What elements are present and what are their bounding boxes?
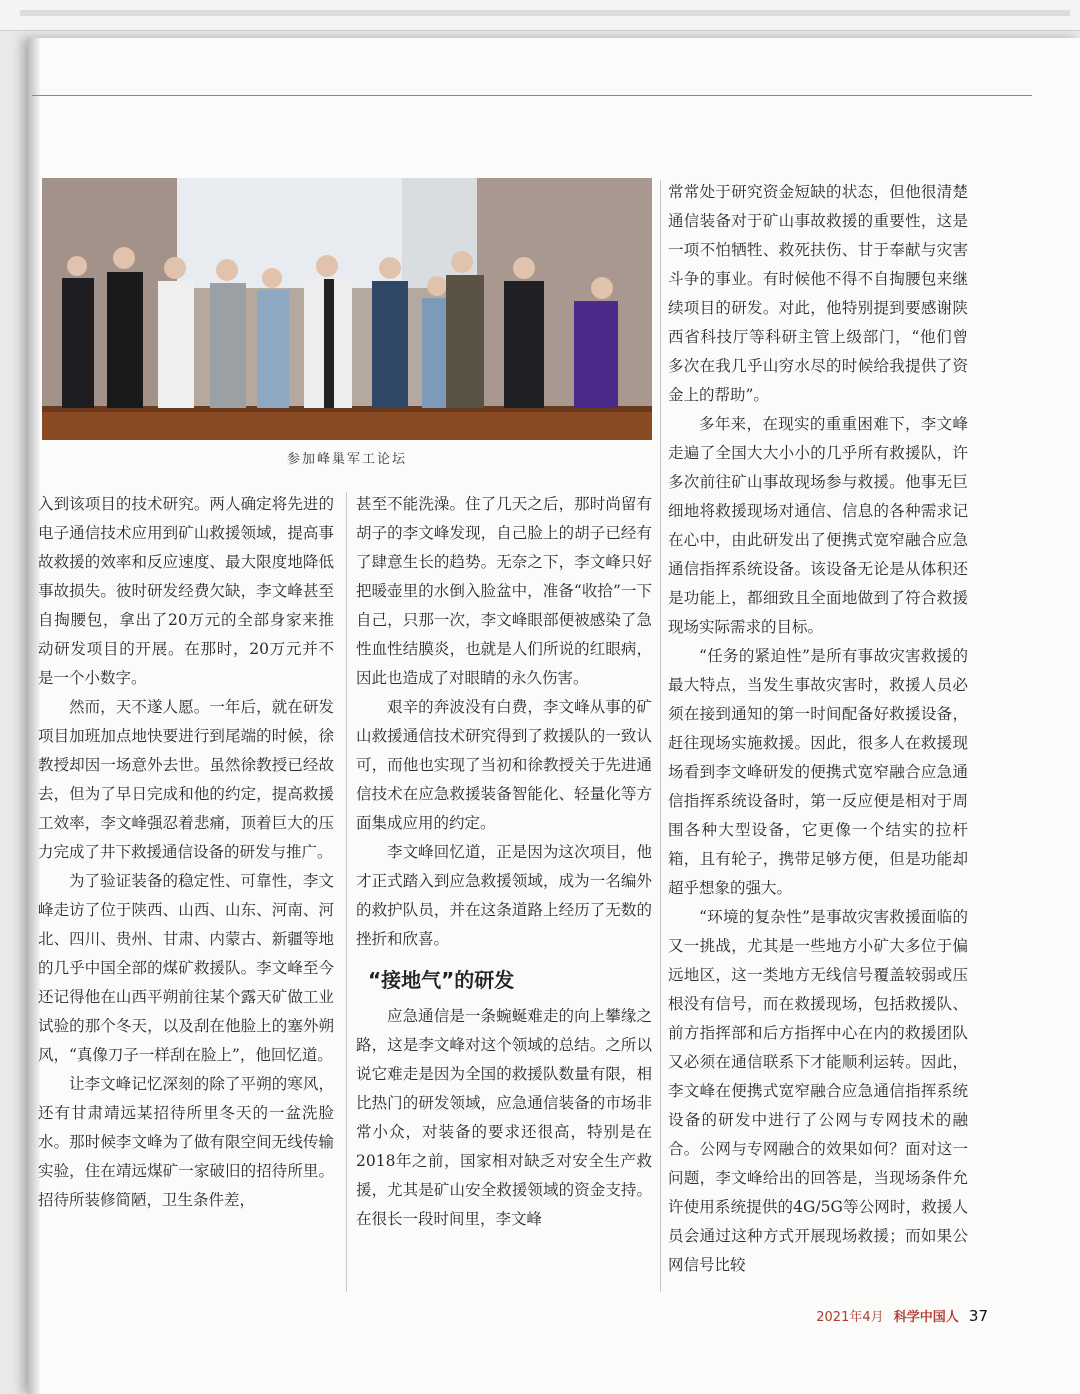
column-divider-2 — [660, 180, 661, 1292]
paragraph: 应急通信是一条蜿蜒难走的向上攀缘之路，这是李文峰对这个领域的总结。之所以说它难走是因为全国的救援队数量有限，相比热门的研发领域，应急通信装备的市场非常小众，对装备的要求还很高，特别是在2018年之前，国家相对缺乏对安全生产救援，尤其是矿山安全救援领域的资金支持。在很长一段时间里，李文峰 — [356, 1007, 652, 1228]
paragraph: 多年来，在现实的重重困难下，李文峰走遍了全国大大小小的几乎所有救援队，许多次前往矿山事故现场参与救援。他事无巨细地将救援现场对通信、信息的各种需求记在心中，由此研发出了便携式宽窄融合应急通信指挥系统设备。该设备无论是从体积还是功能上，都细致且全面地做到了符合救援现场实际需求的目标。 — [668, 415, 968, 636]
scan-top-edge — [0, 0, 1080, 31]
group-photo-image — [42, 178, 652, 440]
text-column-1 — [38, 490, 334, 1215]
paragraph: 李文峰回忆道，正是因为这次项目，他才正式踏入到应急救援领域，成为一名编外的救护队员，并在这条道路上经历了无数的挫折和欣喜。 — [356, 843, 652, 948]
text-column-3 — [668, 178, 968, 1280]
page-number: 37 — [968, 1307, 988, 1325]
header-rule — [32, 95, 1032, 96]
paragraph: 艰辛的奔波没有白费，李文峰从事的矿山救援通信技术研究得到了救援队的一致认可，而他也实现了当初和徐教授关于先进通信技术在应急救援装备智能化、轻量化等方面集成应用的约定。 — [356, 698, 652, 832]
photo-caption: 参加峰巢军工论坛 — [286, 452, 407, 467]
paragraph: 为了验证装备的稳定性、可靠性，李文峰走访了位于陕西、山西、山东、河南、河北、四川、贵州、甘肃、内蒙古、新疆等地的几乎中国全部的煤矿救援队。李文峰至今还记得他在山西平朔前往某个露天矿做工业试验的那个冬天，以及刮在他脸上的塞外朔风，“真像刀子一样刮在脸上”，他回忆道。 — [38, 872, 334, 1064]
issue-date: 2021年4月 — [816, 1310, 884, 1325]
page-footer — [816, 1306, 988, 1325]
text-column-2 — [356, 490, 652, 1234]
paragraph: 常常处于研究资金短缺的状态，但他很清楚通信装备对于矿山事故救援的重要性，这是一项不怕牺牲、救死扶伤、甘于奉献与灾害斗争的事业。有时候他不得不自掏腰包来继续项目的研发。对此，他特别提到要感谢陕西省科技厅等科研主管上级部门，“他们曾多次在我几乎山穷水尽的时候给我提供了资金上的帮助”。 — [668, 183, 968, 404]
paragraph: 入到该项目的技术研究。两人确定将先进的电子通信技术应用到矿山救援领域，提高事故救援的效率和反应速度、最大限度地降低事故损失。彼时研发经费欠缺，李文峰甚至自掏腰包，拿出了20万元的全部身家来推动研发项目的开展。在那时，20万元并不是一个小数字。 — [38, 495, 334, 687]
section-heading: “接地气”的研发 — [368, 968, 515, 992]
scan-edge-line — [20, 10, 1070, 16]
paragraph: 甚至不能洗澡。住了几天之后，那时尚留有胡子的李文峰发现，自己脸上的胡子已经有了肆意生长的趋势。无奈之下，李文峰只好把暖壶里的水倒入脸盆中，准备“收拾”一下自己，只那一次，李文峰眼部便被感染了急性血性结膜炎，也就是人们所说的红眼病，因此也造成了对眼睛的永久伤害。 — [356, 495, 652, 687]
magazine-name: 科学中国人 — [893, 1310, 959, 1325]
paragraph: “环境的复杂性”是事故灾害救援面临的又一挑战，尤其是一些地方小矿大多位于偏远地区，这一类地方无线信号覆盖较弱或压根没有信号，而在救援现场，包括救援队、前方指挥部和后方指挥中心在内的救援团队又必须在通信联系下才能顺利运转。因此，李文峰在便携式宽窄融合应急通信指挥系统设备的研发中进行了公网与专网技术的融合。公网与专网融合的效果如何？面对这一问题，李文峰给出的回答是，当现场条件允许使用系统提供的4G/5G等公网时，救援人员会通过这种方式开展现场救援；而如果公网信号比较 — [668, 908, 968, 1274]
paragraph: “任务的紧迫性”是所有事故灾害救援的最大特点，当发生事故灾害时，救援人员必须在接到通知的第一时间配备好救援设备，赶往现场实施救援。因此，很多人在救援现场看到李文峰研发的便携式宽窄融合应急通信指挥系统设备时，第一反应便是相对于周围各种大型设备，它更像一个结实的拉杆箱，且有轮子，携带足够方便，但是功能却超乎想象的强大。 — [668, 647, 968, 897]
group-photo — [42, 178, 652, 440]
column-divider-1 — [346, 492, 347, 1292]
paragraph: 然而，天不遂人愿。一年后，就在研发项目加班加点地快要进行到尾端的时候，徐教授却因一场意外去世。虽然徐教授已经故去，但为了早日完成和他的约定，提高救援工效率，李文峰强忍着悲痛，顶着巨大的压力完成了井下救援通信设备的研发与推广。 — [38, 698, 334, 861]
paragraph: 让李文峰记忆深刻的除了平朔的寒风，还有甘肃靖远某招待所里冬天的一盆洗脸水。那时候李文峰为了做有限空间无线传输实验，住在靖远煤矿一家破旧的招待所里。招待所装修简陋，卫生条件差， — [38, 1075, 334, 1209]
